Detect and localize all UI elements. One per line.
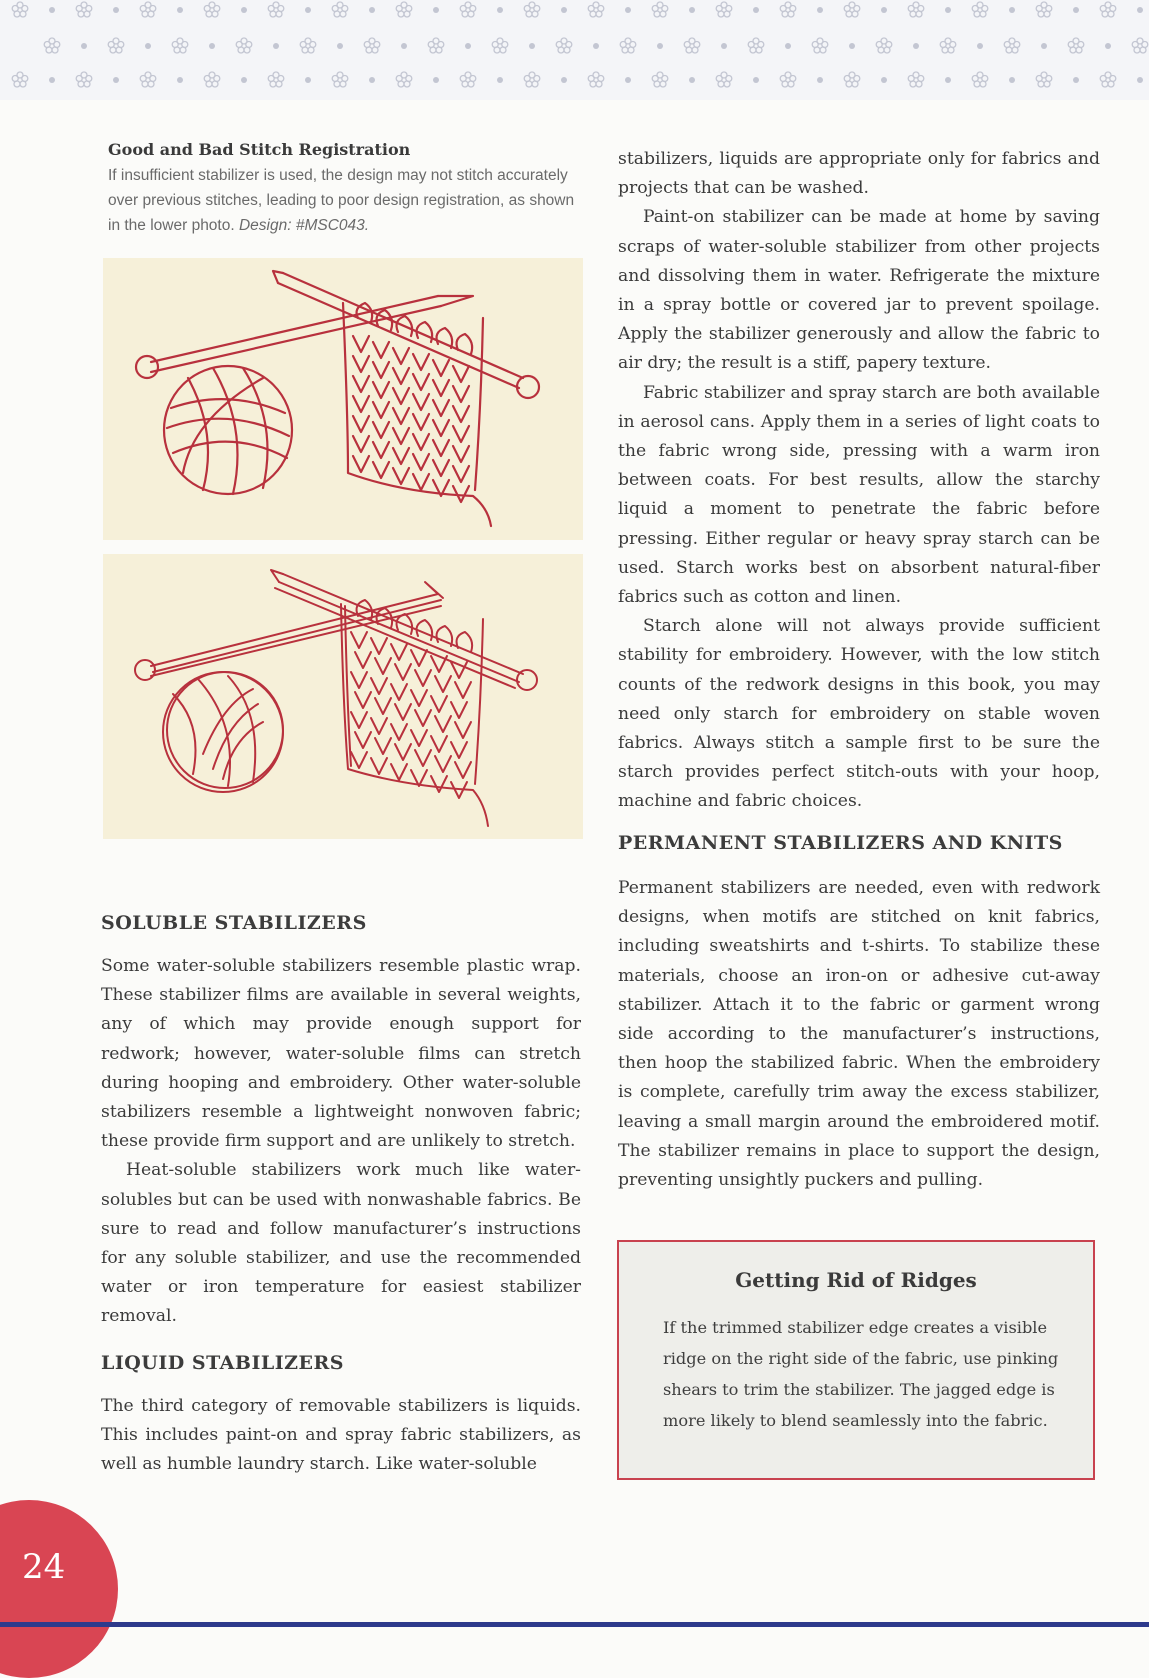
knit-stitch <box>435 756 451 772</box>
knit-stitch <box>373 382 389 398</box>
dot-motif-icon <box>945 7 951 13</box>
knit-stitch <box>351 712 367 728</box>
good-registration-photo <box>103 258 583 540</box>
dot-motif-icon <box>113 77 119 83</box>
dot-motif-icon <box>497 77 503 83</box>
knit-stitch <box>373 442 389 458</box>
dot-motif-icon <box>625 77 631 83</box>
knit-stitch <box>455 722 471 738</box>
flower-motif-icon <box>844 2 860 17</box>
caption-title: Good and Bad Stitch Registration <box>108 140 411 159</box>
dot-motif-icon <box>881 77 887 83</box>
flower-motif-icon <box>524 2 540 17</box>
dot-motif-icon <box>657 43 663 49</box>
knit-stitch <box>391 724 407 740</box>
dot-motif-icon <box>881 7 887 13</box>
dot-motif-icon <box>49 77 55 83</box>
knit-stitch <box>455 682 471 698</box>
dot-motif-icon <box>561 7 567 13</box>
knit-stitch <box>413 394 429 410</box>
knit-stitch <box>451 702 467 718</box>
knit-stitch <box>375 738 391 754</box>
knit-stitch <box>393 408 409 424</box>
flower-motif-icon <box>108 38 124 53</box>
knit-stitch <box>431 776 447 792</box>
tip-box-title: Getting Rid of Ridges <box>735 1268 977 1292</box>
flower-motif-icon <box>1004 38 1020 53</box>
dot-motif-icon <box>401 43 407 49</box>
dot-motif-icon <box>625 7 631 13</box>
dot-motif-icon <box>305 7 311 13</box>
liquid-stabilizers-continued <box>618 145 1100 817</box>
dot-motif-icon <box>1041 43 1047 49</box>
tip-box <box>617 1240 1095 1480</box>
header-pattern <box>0 0 1149 100</box>
dot-motif-icon <box>817 77 823 83</box>
dot-motif-icon <box>817 7 823 13</box>
dot-motif-icon <box>753 77 759 83</box>
dot-motif-icon <box>1137 7 1143 13</box>
knit-stitch <box>453 386 469 402</box>
knit-stitch <box>391 764 407 780</box>
flower-motif-icon <box>204 72 220 87</box>
knit-stitch <box>431 736 447 752</box>
knit-stitch <box>373 402 389 418</box>
knit-stitch <box>391 644 407 660</box>
floral-dot-pattern <box>0 0 1149 100</box>
knit-stitch <box>413 474 429 490</box>
dot-motif-icon <box>1009 7 1015 13</box>
flower-motif-icon <box>812 38 828 53</box>
flower-motif-icon <box>908 2 924 17</box>
dot-motif-icon <box>305 77 311 83</box>
knit-stitch <box>433 360 449 376</box>
soluble-paragraph-1: Some water-soluble stabilizers resemble plastic wrap. These stabilizer films are available in several weights, any of which may provide enough support for redwork; however, water-soluble films can stretch during hooping and embroidery. Other water-soluble stabilizers resemble a lightweight nonwoven fabric; these provide firm support and are unlikely to stretch. <box>101 956 581 1152</box>
flower-motif-icon <box>652 72 668 87</box>
dot-motif-icon <box>497 7 503 13</box>
permanent-stabilizers-section <box>618 832 1100 1195</box>
section-heading-liquid: LIQUID STABILIZERS <box>101 1352 344 1374</box>
dot-motif-icon <box>689 7 695 13</box>
flower-motif-icon <box>172 38 188 53</box>
flower-motif-icon <box>876 38 892 53</box>
flower-motif-icon <box>460 72 476 87</box>
knit-stitch <box>395 664 411 680</box>
flower-motif-icon <box>140 72 156 87</box>
knit-stitch <box>393 368 409 384</box>
knit-stitch <box>353 416 369 432</box>
dot-motif-icon <box>433 77 439 83</box>
knit-stitch <box>371 678 387 694</box>
dot-motif-icon <box>1105 43 1111 49</box>
dot-motif-icon <box>241 77 247 83</box>
flower-motif-icon <box>908 72 924 87</box>
flower-motif-icon <box>364 38 380 53</box>
flower-motif-icon <box>396 2 412 17</box>
knit-stitch <box>433 420 449 436</box>
knit-stitch <box>413 414 429 430</box>
bad-registration-photo <box>103 554 583 839</box>
flower-motif-icon <box>716 2 732 17</box>
page-number: 24 <box>22 1547 66 1587</box>
flower-motif-icon <box>204 2 220 17</box>
knit-stitch <box>375 658 391 674</box>
knit-stitch <box>353 356 369 372</box>
flower-motif-icon <box>76 72 92 87</box>
flower-motif-icon <box>1068 38 1084 53</box>
caption-design-ref: Design: #MSC043. <box>238 217 370 234</box>
flower-motif-icon <box>844 72 860 87</box>
knit-stitch <box>395 744 411 760</box>
flower-motif-icon <box>588 2 604 17</box>
caption-body: If insufficient stabilizer is used, the design may not stitch accurately over previous stitches, leading to poor design registration, as shown in the lower photo. <box>108 167 575 234</box>
flower-motif-icon <box>460 2 476 17</box>
dot-motif-icon <box>1137 77 1143 83</box>
knit-stitch <box>453 406 469 422</box>
flower-motif-icon <box>12 72 28 87</box>
flower-motif-icon <box>428 38 444 53</box>
dot-motif-icon <box>273 43 279 49</box>
knit-stitch <box>393 448 409 464</box>
knit-stitch <box>393 388 409 404</box>
knit-stitch <box>415 710 431 726</box>
knit-stitch <box>351 672 367 688</box>
flower-motif-icon <box>332 72 348 87</box>
bottom-edge-strip <box>0 1622 1149 1627</box>
flower-motif-icon <box>396 72 412 87</box>
knit-stitch <box>375 698 391 714</box>
knit-stitch <box>353 436 369 452</box>
flower-motif-icon <box>1036 2 1052 17</box>
knit-stitch <box>415 670 431 686</box>
liquid-paragraph-continued: stabilizers, liquids are appropriate only for fabrics and projects that can be washed. <box>618 149 1100 199</box>
section-heading-permanent: PERMANENT STABILIZERS AND KNITS <box>618 832 1063 854</box>
dot-motif-icon <box>465 43 471 49</box>
dot-motif-icon <box>913 43 919 49</box>
knit-stitch <box>435 676 451 692</box>
section-heading-soluble: SOLUBLE STABILIZERS <box>101 912 367 934</box>
knit-stitch <box>373 342 389 358</box>
dot-motif-icon <box>145 43 151 49</box>
knit-stitch <box>433 460 449 476</box>
flower-motif-icon <box>300 38 316 53</box>
knit-stitch <box>453 446 469 462</box>
knit-stitch <box>433 440 449 456</box>
flower-motif-icon <box>44 38 60 53</box>
dot-motif-icon <box>977 43 983 49</box>
knit-stitch <box>393 428 409 444</box>
paint-on-paragraph: Paint-on stabilizer can be made at home by saving scraps of water-soluble stabilizer from other projects and dissolving them in water. Refrigerate the mixture in a spray bottle or covered jar to prevent spoilage. Apply the stabilizer generously and allow the fabric to air dry; the result is a stiff, papery texture. <box>618 207 1100 374</box>
flower-motif-icon <box>140 2 156 17</box>
flower-motif-icon <box>588 72 604 87</box>
dot-motif-icon <box>1073 7 1079 13</box>
dot-motif-icon <box>177 77 183 83</box>
flower-motif-icon <box>780 2 796 17</box>
knit-stitch <box>453 426 469 442</box>
flower-motif-icon <box>748 38 764 53</box>
knit-stitch <box>413 354 429 370</box>
dot-motif-icon <box>593 43 599 49</box>
flower-motif-icon <box>492 38 508 53</box>
knit-stitch <box>451 742 467 758</box>
flower-motif-icon <box>652 2 668 17</box>
dot-motif-icon <box>1009 77 1015 83</box>
flower-motif-icon <box>1100 72 1116 87</box>
knit-stitch <box>353 396 369 412</box>
flower-motif-icon <box>620 38 636 53</box>
dot-motif-icon <box>433 7 439 13</box>
knit-stitch <box>393 468 409 484</box>
knit-stitch <box>413 434 429 450</box>
soluble-stabilizers-section <box>101 912 581 1332</box>
dot-motif-icon <box>1073 77 1079 83</box>
flower-motif-icon <box>780 72 796 87</box>
dot-motif-icon <box>49 7 55 13</box>
dot-motif-icon <box>753 7 759 13</box>
knit-stitch <box>455 762 471 778</box>
dot-motif-icon <box>849 43 855 49</box>
flower-motif-icon <box>716 72 732 87</box>
knit-stitch <box>373 462 389 478</box>
dot-motif-icon <box>337 43 343 49</box>
knit-stitch <box>393 348 409 364</box>
knit-stitch <box>355 732 371 748</box>
flower-motif-icon <box>268 2 284 17</box>
flower-motif-icon <box>972 72 988 87</box>
dot-motif-icon <box>369 7 375 13</box>
knit-stitch <box>453 366 469 382</box>
dot-motif-icon <box>113 7 119 13</box>
knit-stitch <box>371 718 387 734</box>
knit-stitch <box>411 650 427 666</box>
knit-stitch <box>353 456 369 472</box>
knit-stitch <box>371 758 387 774</box>
knit-stitch <box>391 684 407 700</box>
flower-motif-icon <box>524 72 540 87</box>
knit-stitch <box>373 362 389 378</box>
starch-alone-paragraph: Starch alone will not always provide sufficient stability for embroidery. However, with the low stitch counts of the redwork designs in this book, you may need only starch for embroidery on stable woven fabrics. Always stitch a sample first to be sure the starch provides perfect stitch-outs with your hoop, machine and fabric choices. <box>618 616 1100 812</box>
knitting-needles-yarn-icon <box>103 258 583 540</box>
dot-motif-icon <box>689 77 695 83</box>
knit-stitch <box>373 422 389 438</box>
knit-stitch <box>355 652 371 668</box>
knit-stitch <box>355 692 371 708</box>
dot-motif-icon <box>561 77 567 83</box>
dot-motif-icon <box>177 7 183 13</box>
flower-motif-icon <box>236 38 252 53</box>
caption-text <box>108 163 578 238</box>
knit-stitch <box>453 466 469 482</box>
flower-motif-icon <box>76 2 92 17</box>
permanent-paragraph-1: Permanent stabilizers are needed, even with redwork designs, when motifs are stitched on knit fabrics, including sweatshirts and t-shirts. To stabilize these materials, choose an iron-on or adhesive cut-away stabilizer. Attach it to the fabric or garment wrong side according to the manufacturer’s instructions, then hoop the stabilized fabric. When the embroidery is complete, carefully trim away the excess stabilizer, leaving a small margin around the embroidered motif. The stabilizer remains in place to support the design, preventing unsightly puckers and pulling. <box>618 878 1100 1191</box>
knit-stitch <box>413 374 429 390</box>
knit-stitch <box>431 696 447 712</box>
knit-stitch <box>371 638 387 654</box>
flower-motif-icon <box>972 2 988 17</box>
dot-motif-icon <box>369 77 375 83</box>
knit-stitch <box>411 730 427 746</box>
knit-stitch <box>415 750 431 766</box>
dot-motif-icon <box>241 7 247 13</box>
knit-stitch <box>433 380 449 396</box>
knit-stitch <box>395 704 411 720</box>
dot-motif-icon <box>81 43 87 49</box>
dot-motif-icon <box>785 43 791 49</box>
flower-motif-icon <box>684 38 700 53</box>
knit-stitch <box>351 752 367 768</box>
liquid-stabilizers-section <box>101 1352 581 1480</box>
tip-box-text: If the trimmed stabilizer edge creates a visible ridge on the right side of the fabric, use pinking shears to trim the stabilizer. The jagged edge is more likely to blend seamlessly into the fabric. <box>663 1318 1059 1430</box>
knit-stitch <box>435 716 451 732</box>
flower-motif-icon <box>1036 72 1052 87</box>
knit-stitch <box>411 690 427 706</box>
liquid-paragraph-1: The third category of removable stabilizers is liquids. This includes paint-on and spray fabric stabilizers, as well as humble laundry starch. Like water-soluble <box>101 1396 581 1475</box>
knit-stitch <box>353 336 369 352</box>
dot-motif-icon <box>721 43 727 49</box>
spray-starch-paragraph: Fabric stabilizer and spray starch are both available in aerosol cans. Apply them in a series of light coats to the fabric wrong side, pressing with a warm iron between coats. For best results, allow the starchy liquid a moment to penetrate the fabric before pressing. Either regular or heavy spray starch can be used. Starch works best on absorbent natural-fiber fabrics such as cotton and linen. <box>618 382 1100 608</box>
knit-stitch <box>433 400 449 416</box>
dot-motif-icon <box>209 43 215 49</box>
flower-motif-icon <box>1100 2 1116 17</box>
photo-caption <box>108 140 578 238</box>
knit-stitch <box>353 376 369 392</box>
flower-motif-icon <box>12 2 28 17</box>
page-number-badge <box>0 1500 118 1678</box>
flower-motif-icon <box>1132 38 1148 53</box>
soluble-paragraph-2: Heat-soluble stabilizers work much like water-solubles but can be used with nonwashable fabrics. Be sure to read and follow manufacturer’s instructions for any soluble stabilizer, and use the recommended water or iron temperature for easiest stabilizer removal. <box>101 1160 581 1327</box>
dot-motif-icon <box>945 77 951 83</box>
flower-motif-icon <box>268 72 284 87</box>
knit-stitch <box>413 454 429 470</box>
flower-motif-icon <box>940 38 956 53</box>
knit-stitch <box>351 632 367 648</box>
knitting-needles-yarn-icon <box>103 554 583 839</box>
flower-motif-icon <box>556 38 572 53</box>
dot-motif-icon <box>529 43 535 49</box>
flower-motif-icon <box>332 2 348 17</box>
